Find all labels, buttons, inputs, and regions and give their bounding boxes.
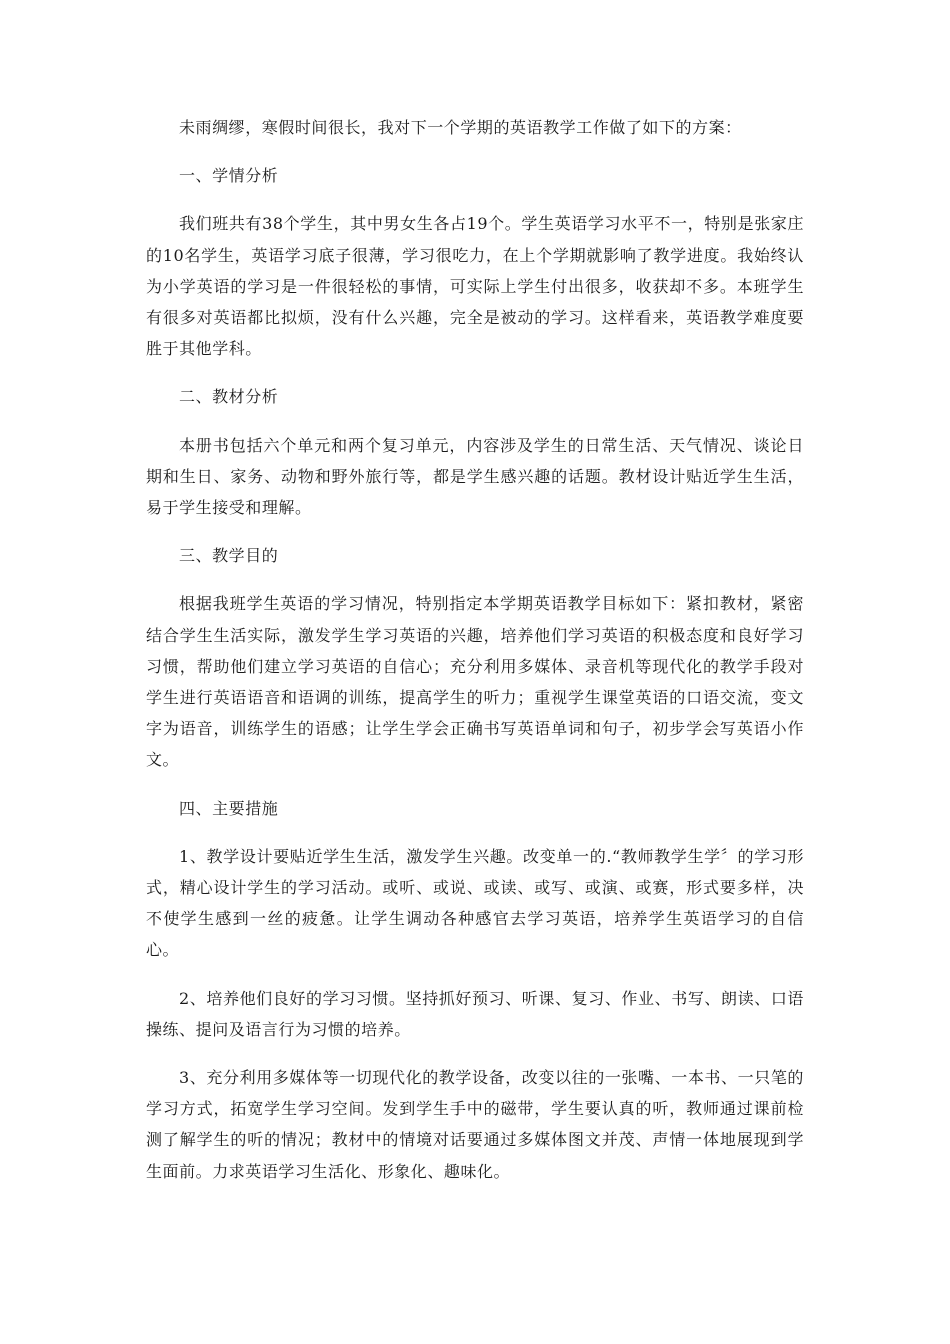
measure-item-2: 2、培养他们良好的学习习惯。坚持抓好预习、听课、复习、作业、书写、朗读、口语操练、提问及语言行为习惯的培养。 (146, 988, 804, 1039)
section-heading-main-measures: 四、主要措施 (179, 798, 279, 818)
document-body (146, 112, 804, 1204)
intro-paragraph: 未雨绸缪，寒假时间很长，我对下一个学期的英语教学工作做了如下的方案： (179, 118, 742, 137)
measure-item-3: 3、充分利用多媒体等一切现代化的教学设备，改变以往的一张嘴、一本书、一只笔的学习方式，拓宽学生学习空间。发到学生手中的磁带，学生要认真的听，教师通过课前检测了解学生的听的情况；教材中的情境对话要通过多媒体图文并茂、声情一体地展现到学生面前。力求英语学习生活化、形象化、趣味化。 (146, 1068, 804, 1181)
section-heading-teaching-goals: 三、教学目的 (179, 546, 279, 566)
measure-item-1: 1、教学设计要贴近学生生活，激发学生兴趣。改变单一的.“教师教学生学〞的学习形式，精心设计学生的学习活动。或听、或说、或读、或写、或演、或赛，形式要多样，决不使学生感到一丝的疲惫。让学生调动各种感官去学习英语，培养学生英语学习的自信心。 (146, 846, 804, 960)
section-paragraph: 根据我班学生英语的学习情况，特别指定本学期英语教学目标如下：紧扣教材，紧密结合学生生活实际，激发学生学习英语的兴趣，培养他们学习英语的积极态度和良好学习习惯，帮助他们建立学习英语的自信心；充分利用多媒体、录音机等现代化的教学手段对学生进行英语语音和语调的训练，提高学生的听力；重视学生课堂英语的口语交流，变文字为语音，训练学生的语感；让学生学会正确书写英语单词和句子，初步学会写英语小作文。 (146, 594, 804, 770)
section-heading-textbook-analysis: 二、教材分析 (179, 387, 279, 407)
section-paragraph: 本册书包括六个单元和两个复习单元，内容涉及学生的日常生活、天气情况、谈论日期和生日、家务、动物和野外旅行等，都是学生感兴趣的话题。教材设计贴近学生生活，易于学生接受和理解。 (146, 435, 804, 518)
section-heading-learning-analysis: 一、学情分析 (179, 166, 279, 186)
section-paragraph: 我们班共有38个学生，其中男女生各占19个。学生英语学习水平不一，特别是张家庄的10名学生，英语学习底子很薄，学习很吃力，在上个学期就影响了教学进度。我始终认为小学英语的学习是一件很轻松的事情，可实际上学生付出很多，收获却不多。本班学生有很多对英语都比拟烦，没有什么兴趣，完全是被动的学习。这样看来，英语教学难度要胜于其他学科。 (146, 214, 804, 359)
